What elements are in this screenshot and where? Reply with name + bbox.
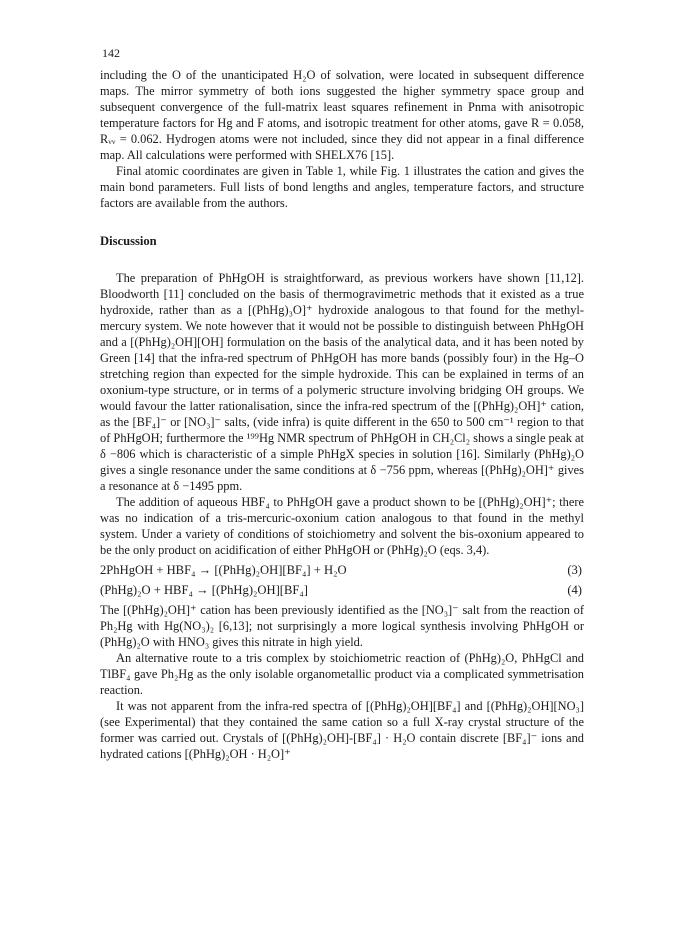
equation-block	[100, 562, 584, 598]
equation-3	[100, 562, 584, 578]
page-number: 142	[102, 46, 120, 60]
paragraph-infrared-spectra: It was not apparent from the infra-red spectra of [(PhHg)₂OH][BF₄] and [(PhHg)₂OH][NO₃] (see Experimental) that they contained the same cation so a full X-ray crystal structure of the former was carried out. Crystals of [(PhHg)₂OH]-[BF₄] · H₂O contain discrete [BF₄]⁻ ions and hydrated cations [(PhHg)₂OH · H₂O]⁺	[100, 699, 584, 761]
paragraph-phhgoh-preparation: The preparation of PhHgOH is straightforward, as previous workers have shown [11,12]. Bloodworth [11] concluded on the basis of thermogravimetric methods that it existed as a true hydroxide, rather than as a [(PhHg)₃O]⁺ hydroxide analogous to that found for the methyl-mercury system. We note however that it would not be possible to distinguish between PhHgOH and a [(PhHg)₂OH][OH] formulation on the basis of the analytical data, and it has been noted by Green [14] that the infra-red spectrum of PhHgOH has more bands (possibly four) in the Hg–O stretching region than expected for the simple hydroxide. This can be explained in terms of an oxonium-type structure, or in terms of a polymeric structure involving bridging OH groups. We would favour the latter rationalisation, since the infra-red spectrum of the [(PhHg)₂OH]⁺ cation, as the [BF₄]⁻ or [NO₃]⁻ salts, (vide infra) is quite different in the 650 to 500 cm⁻¹ region to that of PhHgOH; furthermore the ¹⁹⁹Hg NMR spectrum of PhHgOH in CH₂Cl₂ shows a single peak at δ −806 which is characteristic of a simple PhHgX species in solution [16]. Similarly (PhHg)₂O gives a single resonance under the same conditions at δ −756 ppm, whereas [(PhHg)₂OH]⁺ gives a resonance at δ −1495 ppm.	[100, 271, 584, 493]
equation-3-number: (3)	[567, 563, 582, 577]
equation-4-text: (PhHg)₂O + HBF₄ → [(PhHg)₂OH][BF₄]	[100, 583, 308, 597]
paragraph-atomic-coordinates: Final atomic coordinates are given in Table 1, while Fig. 1 illustrates the cation and gives the main bond parameters. Full lists of bond lengths and angles, temperature factors, and structure factors are available from the authors.	[100, 164, 584, 210]
paragraph-hbf4-addition: The addition of aqueous HBF₄ to PhHgOH gave a product shown to be [(PhHg)₂OH]⁺; there was no indication of a tris-mercuric-oxonium cation analogous to that found in the methyl system. Under a variety of conditions of stoichiometry and solvent the bis-oxonium appeared to be the only product on acidification of either PhHgOH or (PhHg)₂O (eqs. 3,4).	[100, 495, 584, 557]
paragraph-structure-refinement: including the O of the unanticipated H₂O of solvation, were located in subsequent difference maps. The mirror symmetry of both ions suggested the higher symmetry space group and subsequent convergence of the full-matrix least squares refinement in Pnma with anisotropic temperature factors for Hg and F atoms, and isotropic treatment for other atoms, gave R = 0.058, Rᵥᵥ = 0.062. Hydrogen atoms were not included, since they did not appear in a final difference map. All calculations were performed with SHELX76 [15].	[100, 68, 584, 162]
paragraph-alternative-route: An alternative route to a tris complex by stoichiometric reaction of (PhHg)₂O, PhHgCl and TlBF₄ gave Ph₂Hg as the only isolable organometallic product via a complicated symmetrisation reaction.	[100, 651, 584, 697]
section-heading-discussion: Discussion	[100, 234, 157, 248]
equation-4-number: (4)	[567, 583, 582, 597]
equation-4	[100, 582, 584, 598]
paragraph-nitrate-salt: The [(PhHg)₂OH]⁺ cation has been previously identified as the [NO₃]⁻ salt from the reaction of Ph₂Hg with Hg(NO₃)₂ [6,13]; not surprisingly a more logical synthesis involving PhHgOH or (PhHg)₂O with HNO₃ gives this nitrate in high yield.	[100, 603, 584, 649]
equation-3-text: 2PhHgOH + HBF₄ → [(PhHg)₂OH][BF₄] + H₂O	[100, 563, 347, 577]
body-text	[100, 67, 584, 762]
